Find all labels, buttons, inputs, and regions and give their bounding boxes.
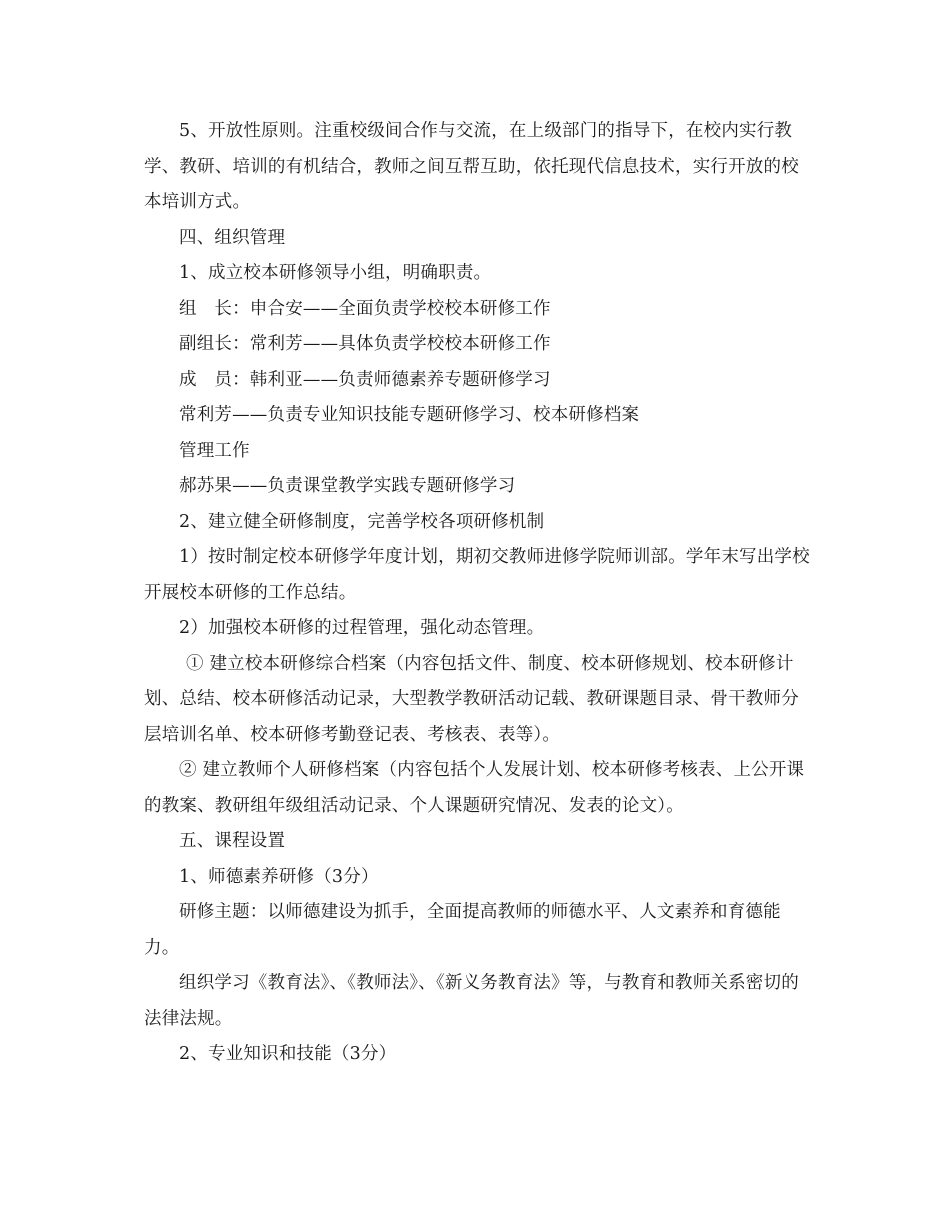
document-body (144, 114, 810, 1073)
member-deputy-leader: 副组长：常利芳——具体负责学校校本研修工作 (179, 334, 551, 354)
section-heading-curriculum: 五、课程设置 (179, 831, 286, 851)
paragraph-comprehensive-archive: ① 建立校本研修综合档案（内容包括文件、制度、校本研修规划、校本研修计划、总结、校本研修活动记录，大型教学教研活动记载、教研课题目录、骨干教师分层培训名单、校本研修考勤登记表、考核表、表等）。 (144, 653, 799, 745)
member-chang-lifang: 常利芳——负责专业知识技能专题研修学习、校本研修档案 (179, 405, 640, 425)
paragraph-ethics-training: 1、师德素养研修（3分） (179, 866, 379, 887)
paragraph-law-study: 组织学习《教育法》、《教师法》、《新义务教育法》等，与教育和教师关系密切的法律法规。 (144, 973, 799, 1029)
paragraph-leadership-group: 1、成立校本研修领导小组，明确职责。 (179, 263, 492, 283)
paragraph-research-theme: 研修主题：以师德建设为抓手，全面提高教师的师德水平、人文素养和育德能力。 (144, 902, 781, 958)
member-leader: 组 长：申合安——全面负责学校校本研修工作 (179, 298, 551, 319)
member-hao-suguo: 郝苏果——负责课堂教学实践专题研修学习 (179, 476, 516, 496)
section-heading-organization: 四、组织管理 (179, 227, 286, 248)
paragraph-annual-plan: 1）按时制定校本研修学年度计划，期初交教师进修学院师训部。学年末写出学校开展校本研修的工作总结。 (144, 547, 810, 603)
member-han-liya: 成 员：韩利亚——负责师德素养专题研修学习 (179, 369, 551, 390)
paragraph-research-system: 2、建立健全研修制度，完善学校各项研修机制 (179, 511, 545, 532)
member-chang-lifang-continued: 管理工作 (179, 440, 250, 461)
paragraph-personal-archive: ② 建立教师个人研修档案（内容包括个人发展计划、校本研修考核表、上公开课的教案、教研组年级组活动记录、个人课题研究情况、发表的论文）。 (144, 760, 805, 816)
paragraph-process-management: 2）加强校本研修的过程管理，强化动态管理。 (179, 618, 545, 638)
paragraph-openness-principle: 5、开放性原则。注重校级间合作与交流，在上级部门的指导下，在校内实行教学、教研、培训的有机结合，教师之间互帮互助，依托现代信息技术，实行开放的校本培训方式。 (144, 121, 799, 212)
paragraph-professional-skills: 2、专业知识和技能（3分） (179, 1044, 397, 1064)
